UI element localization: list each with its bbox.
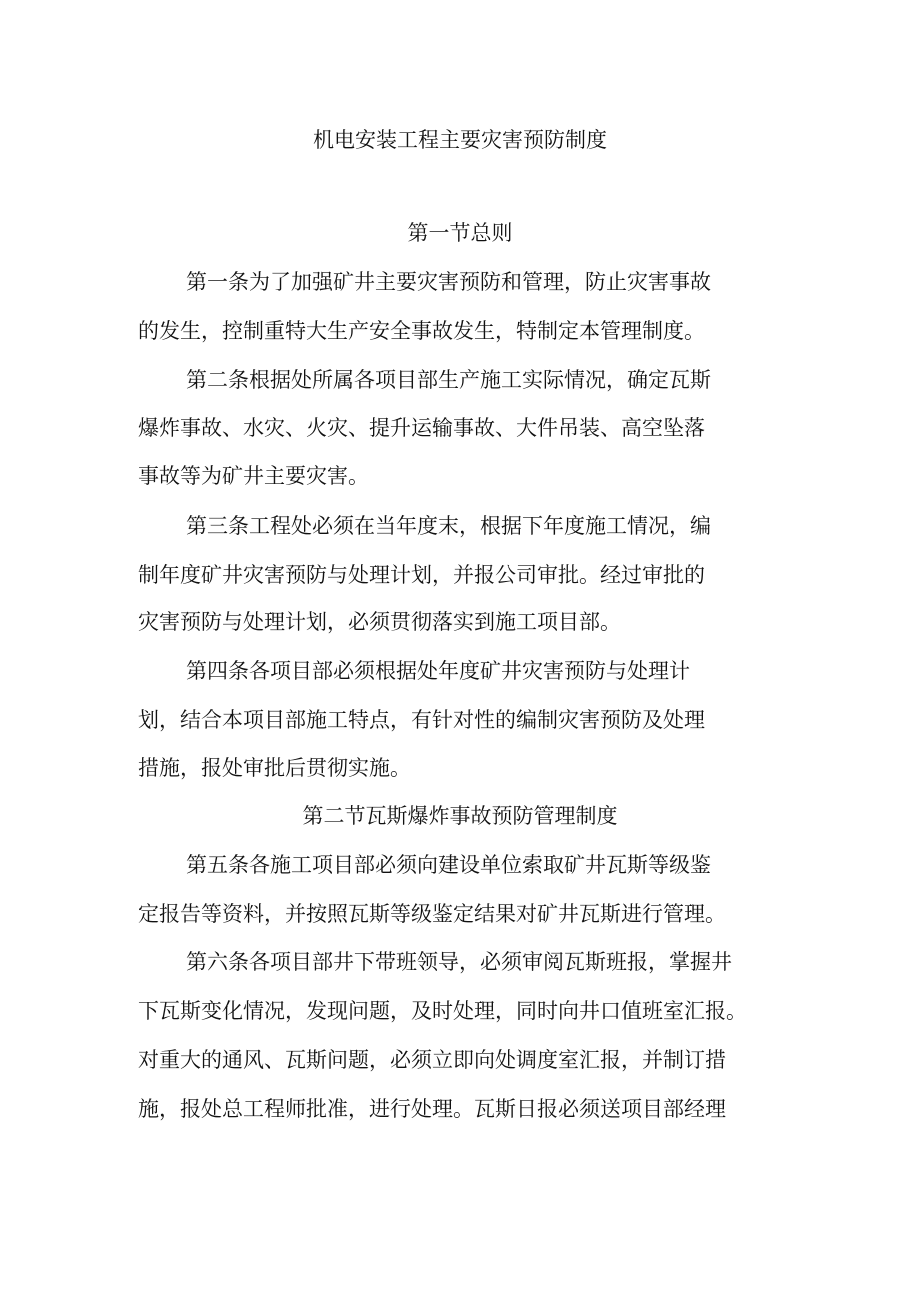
paragraph-line: 灾害预防与处理计划，必须贯彻落实到施工项目部。 bbox=[138, 610, 621, 634]
document-title: 机电安装工程主要灾害预防制度 bbox=[313, 128, 607, 152]
paragraph-line: 爆炸事故、水灾、火灾、提升运输事故、大件吊装、高空坠落 bbox=[138, 416, 705, 440]
paragraph-line: 施，报处总工程师批准，进行处理。瓦斯日报必须送项目部经理 bbox=[138, 1097, 726, 1121]
paragraph-line: 措施，报处审批后贯彻实施。 bbox=[138, 756, 411, 780]
paragraph-line: 制年度矿井灾害预防与处理计划，并报公司审批。经过审批的 bbox=[138, 563, 705, 587]
paragraph-line: 事故等为矿井主要灾害。 bbox=[138, 464, 369, 488]
paragraph-line: 定报告等资料，并按照瓦斯等级鉴定结果对矿井瓦斯进行管理。 bbox=[138, 902, 726, 926]
paragraph-line: 的发生，控制重特大生产安全事故发生，特制定本管理制度。 bbox=[138, 319, 705, 343]
paragraph-line: 第四条各项目部必须根据处年度矿井灾害预防与处理计 bbox=[186, 659, 690, 683]
paragraph-line: 划，结合本项目部施工特点，有针对性的编制灾害预防及处理 bbox=[138, 708, 705, 732]
paragraph-line: 第一条为了加强矿井主要灾害预防和管理，防止灾害事故 bbox=[186, 270, 711, 294]
paragraph-line: 第五条各施工项目部必须向建设单位索取矿井瓦斯等级鉴 bbox=[186, 853, 711, 877]
paragraph-line: 第二条根据处所属各项目部生产施工实际情况，确定瓦斯 bbox=[186, 368, 711, 392]
paragraph-line: 第三条工程处必须在当年度末，根据下年度施工情况，编 bbox=[186, 514, 711, 538]
section-heading-general: 第一节总则 bbox=[407, 221, 513, 245]
paragraph-line: 下瓦斯变化情况，发现问题，及时处理，同时向井口值班室汇报。 bbox=[138, 999, 747, 1023]
paragraph-line: 第六条各项目部井下带班领导，必须审阅瓦斯班报，掌握井 bbox=[186, 950, 732, 974]
section-heading-gas-explosion: 第二节瓦斯爆炸事故预防管理制度 bbox=[302, 804, 618, 828]
paragraph-line: 对重大的通风、瓦斯问题，必须立即向处调度室汇报，并制订措 bbox=[138, 1048, 726, 1072]
